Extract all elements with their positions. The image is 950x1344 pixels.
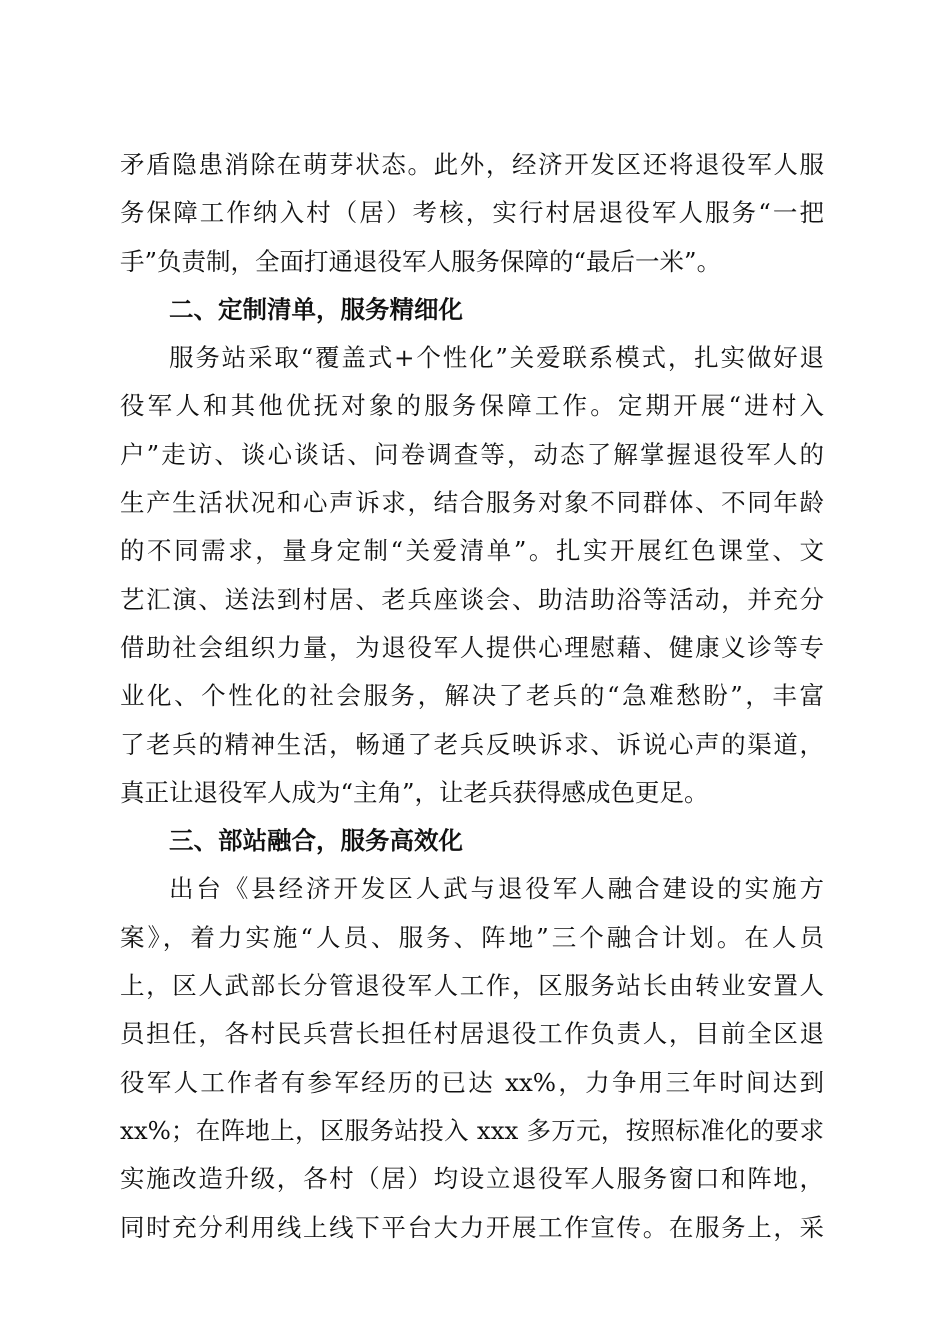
text-line: 实施改造升级，各村（居）均设立退役军人服务窗口和阵地，	[120, 1164, 824, 1194]
paragraph-1	[120, 141, 824, 286]
section-heading-2: 二、定制清单，服务精细化	[169, 294, 463, 324]
text-line: 艺汇演、送法到村居、老兵座谈会、助洁助浴等活动，并充分	[120, 584, 824, 614]
text-line: 上，区人武部长分管退役军人工作，区服务站长由转业安置人	[120, 971, 824, 1001]
text-line: 借助社会组织力量，为退役军人提供心理慰藉、健康义诊等专	[120, 632, 824, 662]
text-line: 服务站采取“覆盖式+个性化”关爱联系模式，扎实做好退	[169, 343, 824, 373]
text-line: 员担任，各村民兵营长担任村居退役工作负责人，目前全区退	[120, 1019, 824, 1049]
text-line: 业化、个性化的社会服务，解决了老兵的“急难愁盼”，丰富	[120, 681, 824, 711]
text-line: xx%；在阵地上，区服务站投入 xxx 多万元，按照标准化的要求	[120, 1115, 824, 1145]
text-line: 同时充分利用线上线下平台大力开展工作宣传。在服务上，采	[120, 1212, 824, 1242]
section-heading-3: 三、部站融合，服务高效化	[169, 826, 463, 856]
text-line: 真正让退役军人成为“主角”，让老兵获得感成色更足。	[120, 777, 709, 807]
text-line: 了老兵的精神生活，畅通了老兵反映诉求、诉说心声的渠道，	[120, 729, 824, 759]
text-line: 手”负责制，全面打通退役军人服务保障的“最后一米”。	[120, 246, 722, 276]
document-body	[120, 141, 824, 1252]
text-line: 生产生活状况和心声诉求，结合服务对象不同群体、不同年龄	[120, 488, 824, 518]
text-line: 户”走访、谈心谈话、问卷调查等，动态了解掌握退役军人的	[120, 439, 824, 469]
text-line: 矛盾隐患消除在萌芽状态。此外，经济开发区还将退役军人服	[120, 150, 824, 179]
paragraph-3	[120, 865, 824, 1251]
text-line: 役军人和其他优抚对象的服务保障工作。定期开展“进村入	[120, 391, 824, 421]
text-line: 务保障工作纳入村（居）考核，实行村居退役军人服务“一把	[120, 198, 824, 228]
text-line: 役军人工作者有参军经历的已达 xx%，力争用三年时间达到	[120, 1067, 824, 1097]
paragraph-2	[120, 334, 824, 817]
text-line: 的不同需求，量身定制“关爱清单”。扎实开展红色课堂、文	[120, 536, 824, 566]
text-line: 出台《县经济开发区人武与退役军人融合建设的实施方	[169, 874, 824, 904]
text-line: 案》，着力实施“人员、服务、阵地”三个融合计划。在人员	[120, 922, 824, 952]
